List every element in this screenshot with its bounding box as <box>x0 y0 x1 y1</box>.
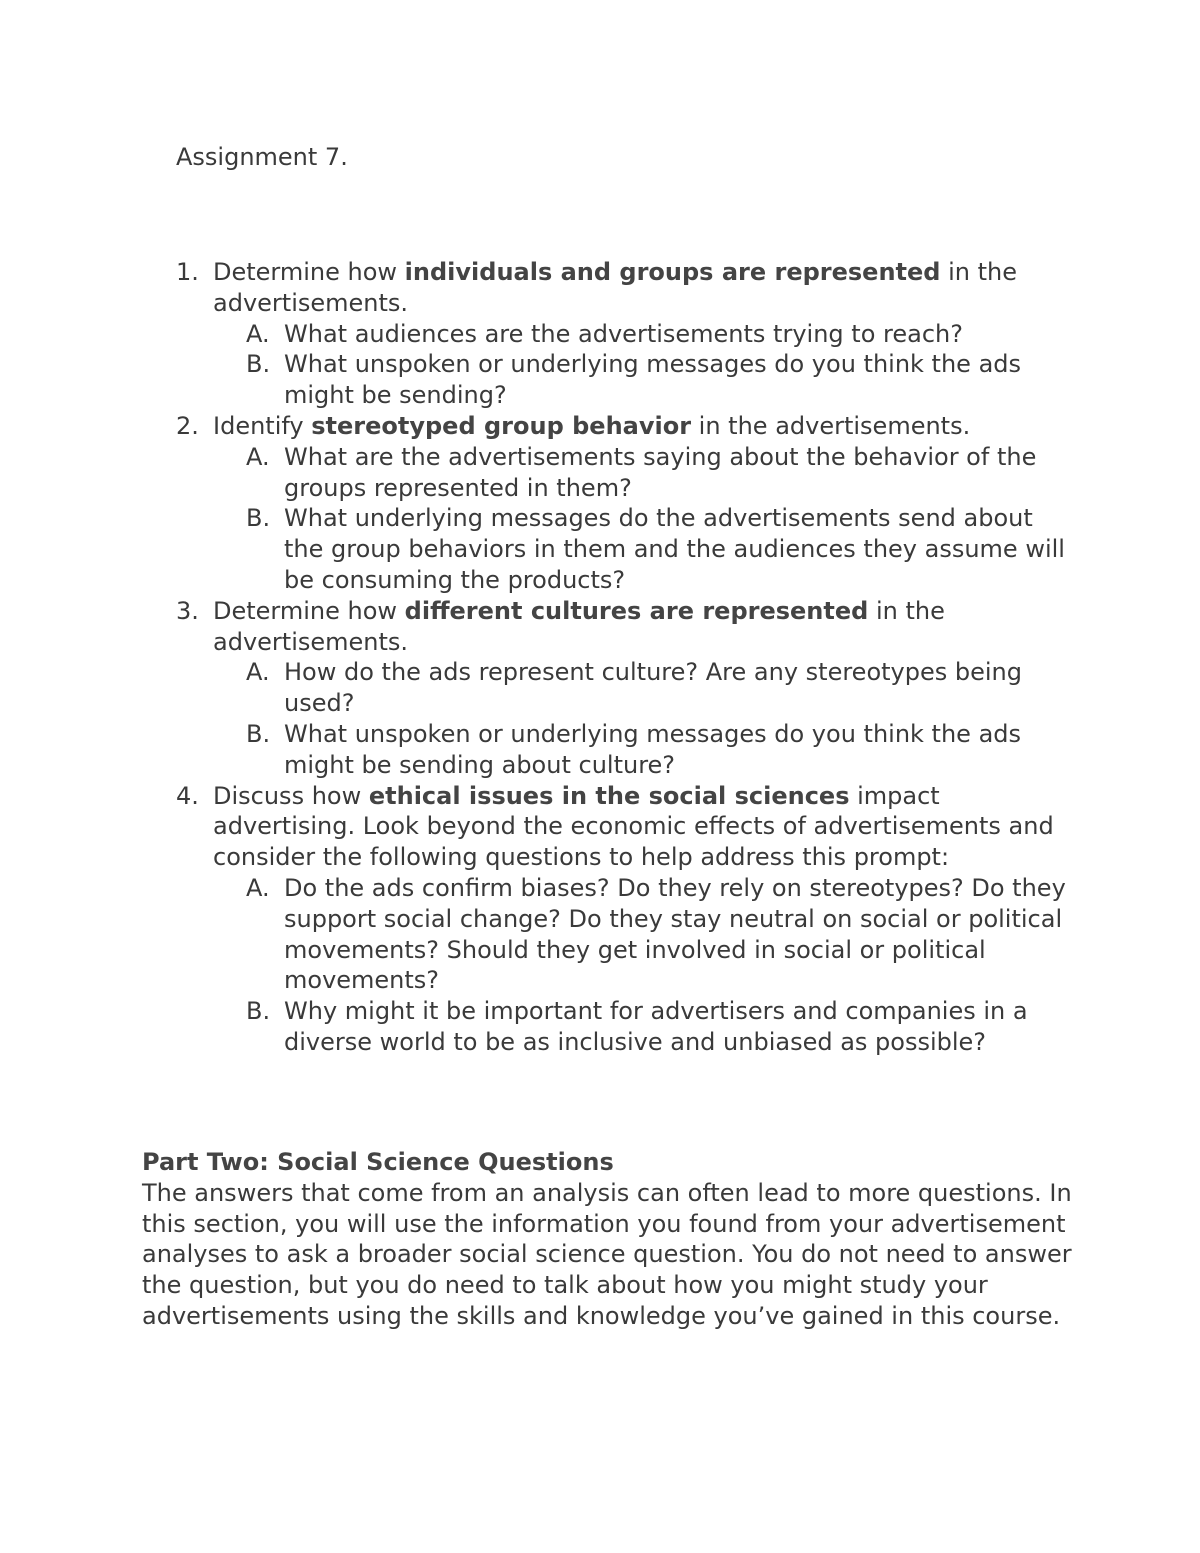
question-emphasis: different cultures are represented <box>404 596 869 625</box>
question-item-1 <box>176 257 1076 411</box>
question-number: 3. <box>176 596 199 625</box>
sub-question-letter: B. <box>246 719 271 748</box>
section-body-text: The answers that come from an analysis can often lead to more questions. In this section, you will use the information you found from your advertisement analyses to ask a broader social science question. You do not need to answer the question, but you do need to talk about how you might study your advertisements using the skills and knowledge you’ve gained in this course. <box>142 1178 1072 1330</box>
question-item-3 <box>176 596 1076 781</box>
question-text: Determine how different cultures are represented in the advertisements. <box>213 596 945 656</box>
question-text: Determine how individuals and groups are represented in the advertisements. <box>213 258 1017 317</box>
question-emphasis: individuals and groups are represented <box>404 258 941 286</box>
section-heading: Part Two: Social Science Questions <box>142 1148 614 1176</box>
sub-question-item <box>213 657 1076 719</box>
sub-question-letter: A. <box>246 658 270 687</box>
sub-question-text: What unspoken or underlying messages do you think the ads might be sending about culture? <box>284 719 1022 779</box>
sub-question-list <box>213 319 1076 411</box>
question-number: 4. <box>176 781 199 810</box>
sub-question-text: What audiences are the advertisements trying to reach? <box>284 319 963 348</box>
sub-question-text: What underlying messages do the advertisements send about the group behaviors in them and the audiences they assume will be consuming the products? <box>284 504 1065 594</box>
question-number: 2. <box>176 411 199 440</box>
sub-question-text: What unspoken or underlying messages do you think the ads might be sending? <box>284 350 1022 410</box>
sub-question-letter: A. <box>246 319 270 348</box>
sub-question-text: What are the advertisements saying about the behavior of the groups represented in them? <box>284 442 1037 502</box>
sub-question-text: How do the ads represent culture? Are any stereotypes being used? <box>284 658 1022 718</box>
question-list <box>176 257 1076 1058</box>
sub-question-list <box>213 657 1076 780</box>
sub-question-letter: B. <box>246 350 271 379</box>
assignment-title: Assignment 7. <box>176 143 348 171</box>
sub-question-letter: B. <box>246 504 271 533</box>
sub-question-item <box>213 349 1076 411</box>
question-emphasis: stereotyped group behavior <box>311 411 692 440</box>
sub-question-letter: B. <box>246 997 271 1026</box>
question-emphasis: ethical issues in the social sciences <box>368 781 850 810</box>
question-item-4 <box>176 781 1076 1058</box>
sub-question-list <box>213 442 1076 596</box>
sub-question-item <box>213 319 1076 350</box>
sub-question-item <box>213 503 1076 595</box>
sub-question-item <box>213 719 1076 781</box>
question-text: Identify stereotyped group behavior in the advertisements. <box>213 411 971 440</box>
sub-question-text: Why might it be important for advertisers and companies in a diverse world to be as inclusive and unbiased as possible? <box>284 997 1028 1056</box>
sub-question-item <box>213 873 1076 996</box>
sub-question-letter: A. <box>246 442 270 471</box>
sub-question-item <box>213 996 1076 1058</box>
sub-question-item <box>213 442 1076 504</box>
question-number: 1. <box>176 258 199 286</box>
sub-question-letter: A. <box>246 873 270 902</box>
part-two-section <box>142 1147 1072 1332</box>
sub-question-text: Do the ads confirm biases? Do they rely on stereotypes? Do they support social change? Do they stay neutral on social or political movements? Should they get involved in social or political movements? <box>284 873 1066 995</box>
question-item-2 <box>176 411 1076 596</box>
sub-question-list <box>213 873 1076 1058</box>
question-text: Discuss how ethical issues in the social sciences impact advertising. Look beyond the economic effects of advertisements and consider the following questions to help address this prompt: <box>213 781 1054 872</box>
